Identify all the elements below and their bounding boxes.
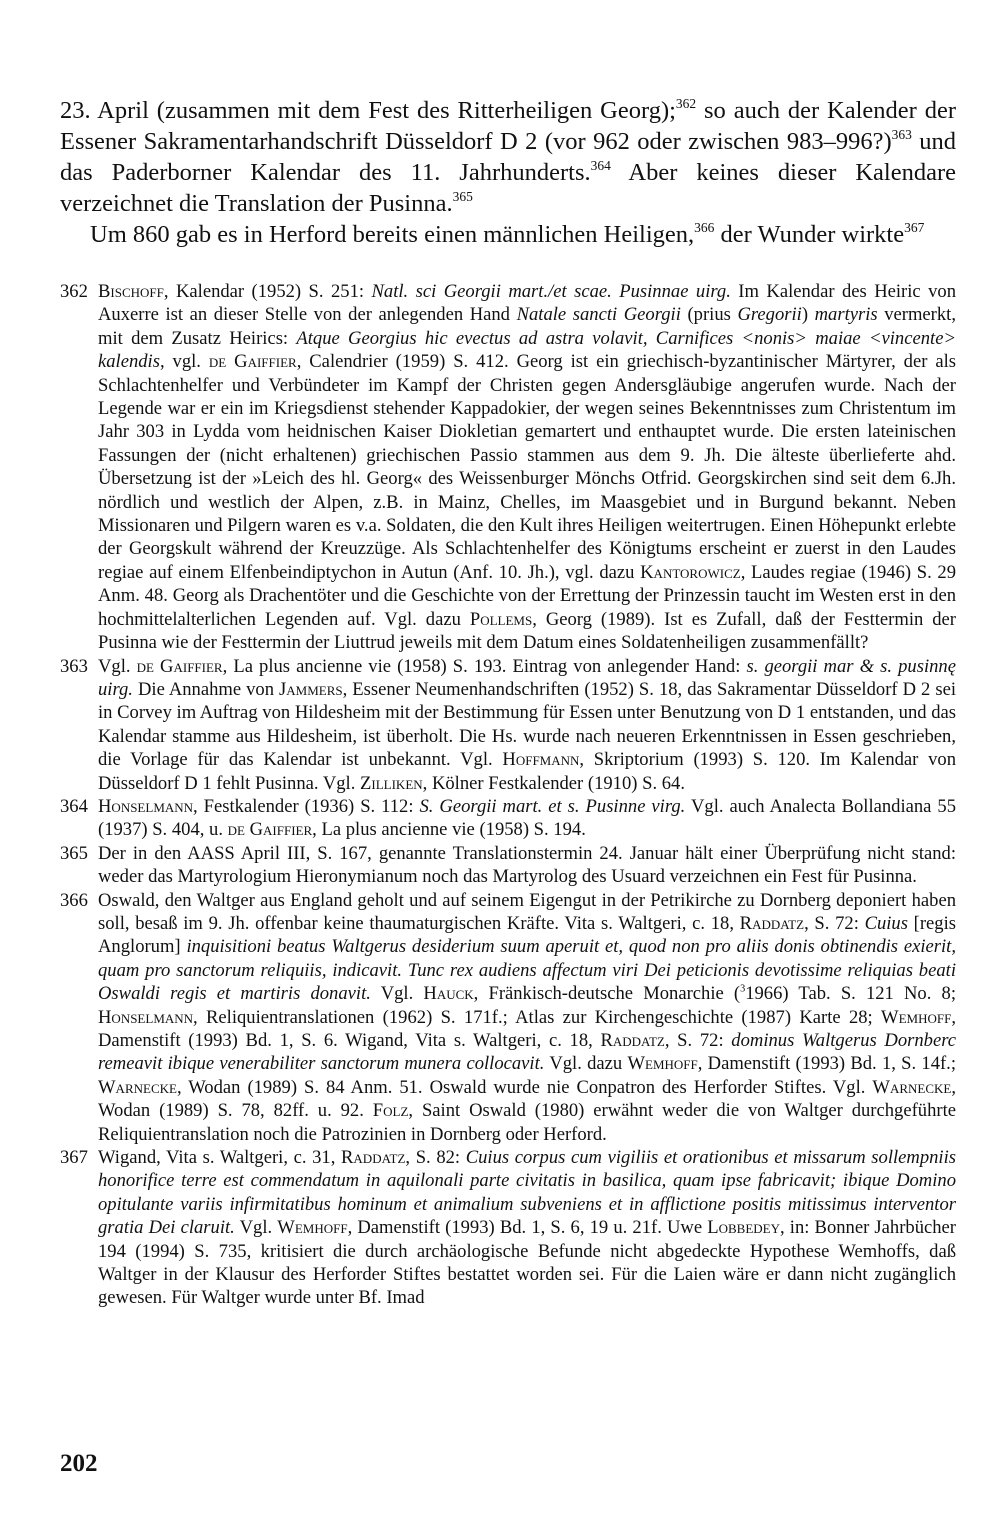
text-run: Im Kalendar des Heiric von Auxerre ist an dieser Stelle von der anlegenden Hand	[98, 281, 957, 326]
author-name: Warnecke	[872, 1076, 952, 1098]
text-run: Vgl.	[370, 983, 424, 1005]
text-run: , Damenstift (1993) Bd. 1, S. 14f.;	[697, 1053, 956, 1075]
footnote-text	[98, 889, 956, 1146]
text-run: , Kalendar (1952) S. 251:	[163, 281, 372, 302]
quotation: Natl. sci Georgii mart./et scae. Pusinnae uirg.	[371, 281, 731, 302]
text-run: [regis Anglorum]	[98, 912, 956, 958]
author-name: Bischoff	[98, 281, 164, 302]
text-run: (prius	[680, 304, 738, 326]
footnote-363	[60, 655, 956, 795]
text-run: )	[801, 304, 815, 326]
footnote-number: 367	[60, 1147, 88, 1169]
footnote-number: 362	[60, 281, 88, 302]
footnote-ref[interactable]: 367	[904, 219, 925, 235]
quotation: dominus Waltgerus Dornberc remeavit ibique venerabiliter sanctorum munera collocavit.	[98, 1030, 957, 1075]
text-run: Vgl.	[234, 1217, 278, 1239]
author-name: Kantorowicz	[640, 561, 741, 583]
text-run: Wigand, Vita s. Waltgeri, c. 31,	[98, 1147, 342, 1169]
footnote-text	[98, 655, 956, 795]
author-name: Folz	[372, 1100, 409, 1122]
text-run: Vgl. dazu	[544, 1053, 628, 1075]
paragraph	[60, 219, 956, 250]
quotation: Gregorii	[737, 304, 802, 326]
quotation: s. georgii mar & s. pusinnę uirg.	[98, 655, 956, 700]
footnote-number: 364	[60, 795, 88, 817]
footnote-number: 366	[60, 889, 88, 911]
text-run: , Saint Oswald (1980) erwähnt weder die von Waltger durchgeführte Reliquientranslation noch die Patrozinien in Dornberg oder Herford.	[98, 1100, 956, 1145]
footnote-ref[interactable]: 365	[452, 188, 473, 204]
text-run: , Laudes regiae (1946) S. 29 Anm. 48. Georg als Drachentöter und die Geschichte von der Errettung der Prinzessin taucht im Westen erst in den hochmittelalterlichen Legenden auf. Vgl. dazu	[98, 561, 956, 630]
text-run: , Georg (1989). Ist es Zufall, daß der Festtermin der Pusinna wie der Festtermin der Liuttrud jeweils mit dem Datum eines Soldatenheiligen zusammenfällt?	[98, 608, 956, 654]
quotation: Atque Georgius hic evectus ad astra volavit, Carnifices <nonis> maiae <vincente> kalendis	[98, 327, 956, 373]
text-run: , Calendrier (1959) S. 412. Georg ist ein griechisch-byzantinischer Märtyrer, der als Schlachtenhelfer und Verbündeter im Kampf der Christen gegen Andersgläubige angerufen wurde. Nach der Legende war er ein im Kriegsdienst stehender Kappadokier, der wegen seines Bekenntnisses zum Christentum im Jahr 303 in Lydda vom heidnischen Kaiser Diokletian gemartert und enthauptet wurde. Die ersten lateinischen Fassungen der (nicht erhaltenen) griechischen Passio stammen aus dem 9. Jh. Die älteste überlieferte ahd. Übersetzung ist der »Leich des hl. Georg« des Weissenburger Mönchs Otfrid. Georgskirchen sind seit dem 6.Jh. nördlich und westlich der Alpen, z.B. in Mainz, Chelles, im Maasgebiet und in Burgund bekannt. Neben Missionaren und Pilgern waren es v.a. Soldaten, die den Kult ihres Heiligen weitertrugen. Einen Höhepunkt erlebte der Georgskult während der Kreuzzüge. Als Schlachtenhelfer des Königtums erscheint er zuerst in den Laudes regiae auf einem Elfenbeindiptychon in Autun (Anf. 10. Jh.), vgl. dazu	[98, 351, 956, 583]
quotation: Cuius	[864, 912, 908, 934]
footnote-text	[98, 1146, 956, 1310]
text-run: Die Annahme von	[132, 678, 280, 700]
author-name: de Gaiffier	[136, 655, 223, 677]
footnote-text	[98, 280, 956, 655]
footnote-ref[interactable]: 363	[891, 126, 912, 142]
author-name: Jammers	[279, 678, 343, 700]
footnote-number: 363	[60, 655, 88, 677]
author-name: Honselmann	[98, 795, 194, 817]
text-run: , Kölner Festkalender (1910) S. 64.	[422, 772, 685, 794]
text-run: 23. April (zusammen mit dem Fest des Ritterheiligen Georg);	[60, 97, 676, 124]
text-run: , Wodan (1989) S. 84 Anm. 51. Oswald wurde nie Conpatron des Herforder Stiftes. Vgl.	[176, 1076, 873, 1098]
author-name: Hoffmann	[502, 749, 580, 771]
text-run: Vgl.	[98, 655, 137, 677]
text-run: , La plus ancienne vie (1958) S. 193. Eintrag von anlegender Hand:	[222, 655, 747, 677]
footnote-text	[98, 795, 956, 842]
text-run: , Damenstift (1993) Bd. 1, S. 6, 19 u. 21f. Uwe	[347, 1217, 708, 1239]
text-run: vermerkt, mit dem Zusatz Heirics:	[98, 304, 956, 349]
text-run: , Skriptorium (1993) S. 120. Im Kalendar von Düsseldorf D 1 fehlt Pusinna. Vgl.	[98, 749, 957, 794]
text-run: , Reliquientranslationen (1962) S. 171f.; Atlas zur Kirchengeschichte (1987) Karte 28;	[193, 1006, 882, 1028]
text-run: , Damenstift (1993) Bd. 1, S. 6. Wigand, Vita s. Waltgeri, c. 18,	[98, 1006, 956, 1051]
author-name: Raddatz	[739, 912, 805, 934]
text-run: so auch der Kalender der Essener Sakramentarhandschrift Düsseldorf D 2 (vor 962 oder zwischen 983–996?)	[60, 97, 956, 155]
footnote-365	[60, 842, 956, 889]
author-name: Wemhoff	[627, 1053, 698, 1075]
footnote-364	[60, 795, 956, 842]
quotation: S. Georgii mart. et s. Pusinne virg.	[419, 795, 686, 817]
author-name: Hauck	[423, 983, 474, 1005]
page-content	[60, 95, 956, 1310]
footnote-367	[60, 1146, 956, 1310]
footnote-ref[interactable]: 366	[694, 219, 715, 235]
author-name: Raddatz	[600, 1030, 665, 1051]
text-run: und das Paderborner Kalendar des 11. Jahrhunderts.	[60, 128, 956, 186]
footnote-ref[interactable]: 362	[675, 95, 697, 111]
text-run: , Fränkisch-deutsche Monarchie (	[473, 983, 741, 1005]
quotation: martyris	[814, 304, 878, 326]
text-run: 1966) Tab. S. 121 No. 8;	[745, 983, 956, 1005]
footnote-number: 365	[60, 842, 88, 864]
text-run: , Essener Neumenhandschriften (1952) S. 18, das Sakramentar Düsseldorf D 2 sei in Corvey im Auftrag von Hildesheim mit der Bestimmung für Essen unter Benutzung von D 1 entstanden, und das Kalendar stamme aus Hildesheim, ist überholt. Die Hs. wurde nach neueren Erkenntnissen in Essen geschrieben, die Vorlage für das Kalendar ist unbekannt. Vgl.	[98, 678, 957, 771]
text-run: Oswald, den Waltger aus England geholt und auf seinem Eigengut in der Petrikirche zu Dornberg deponiert haben soll, besaß im 9. Jh. offenbar keine thaumaturgischen Kräfte. Vita s. Waltgeri, c. 18,	[98, 889, 956, 934]
text-run: , Wodan (1989) S. 78, 82ff. u. 92.	[98, 1076, 956, 1122]
quotation: inquisitioni beatus Waltgerus desiderium suum aperuit et, quod non pro aliis donis obtinendis exierit, quam pro sanctorum reliquiis, indicavit. Tunc rex audiens affectum viri Dei peticionis devotissime reliquias beati Oswaldi regis et martiris donavit.	[98, 936, 956, 1005]
author-name: Pollems	[469, 608, 533, 630]
author-name: Lobbedey	[707, 1217, 780, 1239]
page-number: 202	[60, 1450, 98, 1477]
quotation: Natale sancti Georgii	[516, 304, 681, 326]
footnotes	[60, 280, 956, 1310]
footnote-366	[60, 889, 956, 1146]
text-run: Vgl. auch Analecta Bollandiana 55 (1937) S. 404, u.	[98, 795, 956, 841]
author-name: Wemhoff	[881, 1006, 952, 1028]
text-run: , Festkalender (1936) S. 112:	[193, 795, 420, 817]
author-name: Honselmann	[98, 1006, 194, 1028]
author-name: de Gaiffier	[208, 351, 297, 373]
text-run: , S. 82:	[405, 1147, 466, 1169]
author-name: de Gaiffier	[227, 819, 313, 841]
author-name: Zilliken	[360, 772, 423, 794]
main-text	[60, 95, 956, 250]
quotation: Cuius corpus cum vigiliis et orationibus et missarum sollempniis honorifice terre est commendatum in aquilonali parte civitatis in basilica, quam ipse fabricavit; ibique Domino opitulante variis infirmitatibus hominum et animalium subveniens et in afflictione positis mitissimus interventor gratia Dei claruit.	[98, 1147, 956, 1239]
edition-number: 3	[740, 983, 746, 995]
author-name: Raddatz	[341, 1147, 406, 1169]
text-run: der Wunder wirkte	[714, 221, 905, 248]
text-run: , vgl.	[159, 351, 209, 373]
author-name: Warnecke	[98, 1076, 177, 1098]
text-run: Aber keines dieser Kalendare verzeichnet die Translation der Pusinna.	[60, 159, 957, 217]
text-run: , in: Bonner Jahrbücher 194 (1994) S. 735, kritisiert die durch archäologische Befunde nicht abgedeckte Hypothese Wemhoffs, daß Waltger in der Klausur des Herforder Stiftes bestattet worden sei. Für die Laien wäre er dann nicht zugänglich gewesen. Für Waltger wurde unter Bf. Imad	[98, 1217, 956, 1309]
footnote-362	[60, 280, 956, 655]
text-run: Um 860 gab es in Herford bereits einen männlichen Heiligen,	[90, 221, 695, 248]
text-run: , La plus ancienne vie (1958) S. 194.	[312, 819, 586, 841]
author-name: Wemhoff	[277, 1217, 348, 1239]
paragraph	[60, 95, 956, 219]
footnote-ref[interactable]: 364	[590, 157, 611, 173]
text-run: , S. 72:	[664, 1030, 732, 1051]
footnote-text: Der in den AASS April III, S. 167, genannte Translationstermin 24. Januar hält einer Überprüfung nicht stand: weder das Martyrologium Hieronymianum noch das Martyrolog des Usuard verzeichnen ein Fest für Pusinna.	[98, 842, 956, 888]
text-run: , S. 72:	[804, 912, 865, 934]
